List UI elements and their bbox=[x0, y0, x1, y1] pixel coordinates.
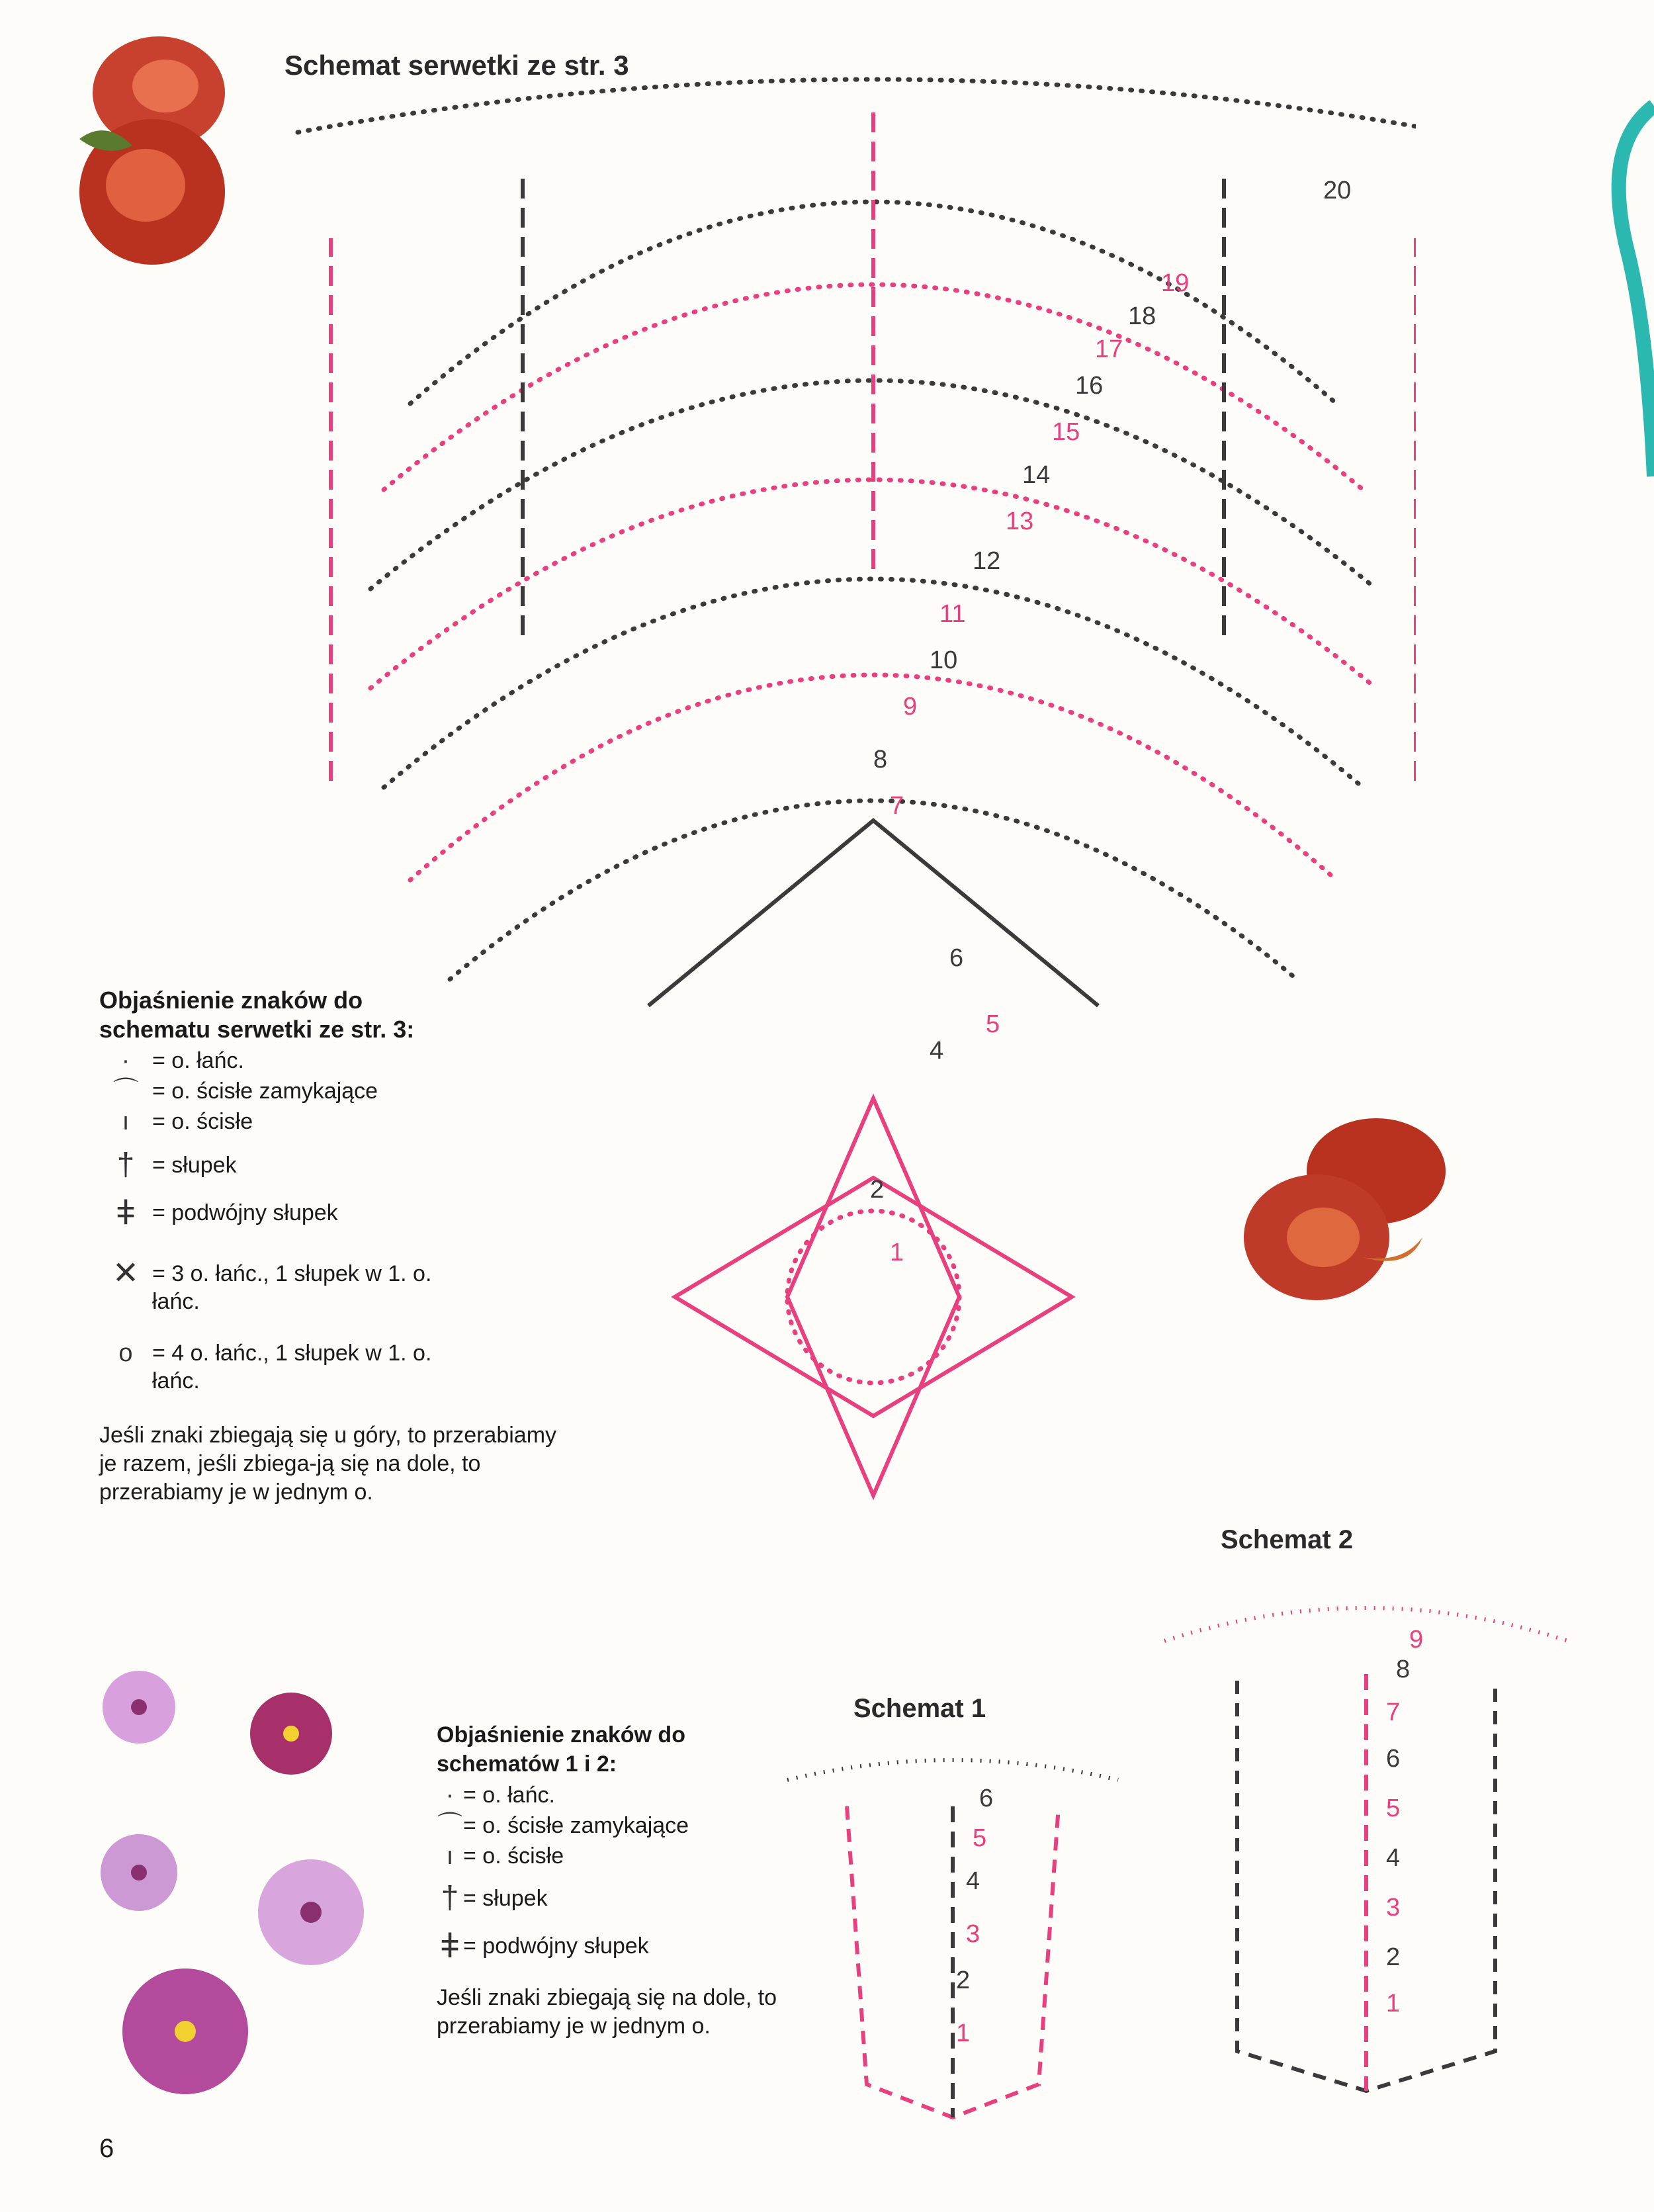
round-number-16: 16 bbox=[1075, 372, 1104, 400]
schemat1-title: Schemat 1 bbox=[853, 1694, 986, 1723]
round-number-10: 10 bbox=[930, 646, 958, 674]
round-number-11: 11 bbox=[939, 600, 966, 628]
round-number-15: 15 bbox=[1052, 418, 1080, 446]
slip-stitch-icon: ı bbox=[446, 1842, 454, 1870]
legend-schematy-item: ⌒ = o. ścisłe zamykające bbox=[437, 1812, 689, 1839]
slip-stitch-icon: ı bbox=[122, 1108, 130, 1135]
legend-schematy-title: Objaśnienie znaków do schematów 1 i 2: bbox=[437, 1722, 685, 1777]
round-number-17: 17 bbox=[1095, 335, 1123, 363]
round-number-18: 18 bbox=[1128, 302, 1156, 330]
legend-main-item: ⌒ = o. ścisłe zamykające bbox=[99, 1077, 470, 1105]
schemat2-round-7: 7 bbox=[1386, 1699, 1401, 1726]
schemat1-round-5: 5 bbox=[973, 1824, 987, 1852]
schemat1-round-1: 1 bbox=[956, 2019, 971, 2047]
schemat2-round-8: 8 bbox=[1396, 1656, 1411, 1683]
schemat1-round-2: 2 bbox=[956, 1967, 971, 1994]
chain-icon: · bbox=[445, 1781, 455, 1809]
round-number-4: 4 bbox=[930, 1037, 944, 1065]
rose-image-top bbox=[53, 20, 251, 271]
chart-star-motif bbox=[787, 1098, 959, 1495]
schemat2-round-6: 6 bbox=[1386, 1745, 1401, 1773]
chart-round-arc bbox=[450, 801, 1297, 979]
schemat2-round-3: 3 bbox=[1386, 1894, 1401, 1922]
schemat1-chart bbox=[767, 1740, 1138, 2137]
legend-main-item: ǂ = podwójny słupek bbox=[99, 1199, 470, 1227]
treble-crochet-icon: ǂ bbox=[115, 1194, 136, 1232]
legend-schematy bbox=[437, 1720, 781, 2041]
round-number-8: 8 bbox=[873, 746, 888, 774]
schemat2-arc bbox=[1164, 1608, 1568, 1641]
round-number-14: 14 bbox=[1022, 461, 1051, 489]
legend-main-note: Jeśli znaki zbiegają się u góry, to przerabiamy je razem, jeśli zbiega-ją się na dole, to przerabiamy je w jednym o. bbox=[99, 1423, 557, 1505]
round-number-7: 7 bbox=[890, 792, 904, 820]
schemat2-round-5: 5 bbox=[1386, 1794, 1401, 1822]
treble-crochet-icon: ǂ bbox=[439, 1927, 460, 1965]
round-number-20: 20 bbox=[1323, 177, 1352, 204]
double-crochet-icon: † bbox=[441, 1880, 459, 1916]
schemat2-round-1: 1 bbox=[1386, 1990, 1401, 2017]
chart-round-arc bbox=[410, 675, 1336, 880]
round-number-6: 6 bbox=[949, 944, 964, 972]
schemat2-round-9: 9 bbox=[1409, 1626, 1424, 1654]
page-number: 6 bbox=[99, 2134, 114, 2163]
round-number-19: 19 bbox=[1161, 269, 1190, 297]
schemat1-round-4: 4 bbox=[966, 1867, 980, 1895]
round-number-12: 12 bbox=[973, 547, 1001, 575]
main-chart-title: Schemat serwetki ze str. 3 bbox=[284, 50, 629, 81]
closing-slip-stitch-icon: ⌒ bbox=[437, 1812, 462, 1839]
chart-star-motif bbox=[675, 1178, 1072, 1416]
closing-slip-stitch-icon: ⌒ bbox=[112, 1077, 138, 1105]
cross-stitch-icon: ✕ bbox=[112, 1256, 140, 1291]
crochet-flowers-image bbox=[93, 1661, 397, 2098]
schemat2-chart bbox=[1125, 1588, 1608, 2117]
round-number-9: 9 bbox=[903, 693, 918, 721]
legend-main-item: † = słupek bbox=[99, 1151, 470, 1179]
chart-round-arc bbox=[298, 79, 1416, 132]
round-number-13: 13 bbox=[1006, 508, 1034, 535]
schemat1-round-3: 3 bbox=[966, 1920, 980, 1948]
round-number-5: 5 bbox=[986, 1010, 1000, 1038]
legend-schematy-item: · = o. łańc. bbox=[437, 1781, 781, 1809]
chain-icon: · bbox=[121, 1047, 130, 1075]
picot-icon: o bbox=[118, 1339, 133, 1367]
legend-schematy-item: ǂ = podwójny słupek bbox=[437, 1932, 781, 1960]
schemat2-round-4: 4 bbox=[1386, 1844, 1401, 1872]
legend-main-item: · = o. łańc. bbox=[99, 1047, 470, 1075]
schemat1-arc bbox=[787, 1760, 1118, 1780]
legend-schematy-item: ı = o. ścisłe bbox=[437, 1842, 781, 1870]
schemat2-round-2: 2 bbox=[1386, 1943, 1401, 1971]
legend-schematy-item: † = słupek bbox=[437, 1884, 781, 1912]
round-number-2: 2 bbox=[870, 1176, 885, 1204]
legend-main-item: o = 4 o. łańc., 1 słupek w 1. o. łańc. bbox=[99, 1339, 470, 1395]
ribbon-decoration bbox=[1588, 99, 1654, 496]
legend-main-title: Objaśnienie znaków do schematu serwetki ze str. 3: bbox=[99, 987, 415, 1043]
legend-schematy-note: Jeśli znaki zbiegają się na dole, to przerabiamy je w jednym o. bbox=[437, 1985, 777, 2039]
double-crochet-icon: † bbox=[116, 1147, 135, 1182]
legend-main-item: ı = o. ścisłe bbox=[99, 1108, 470, 1135]
legend-main-item: ✕ = 3 o. łańc., 1 słupek w 1. o. łańc. bbox=[99, 1260, 470, 1315]
round-number-1: 1 bbox=[890, 1239, 904, 1266]
legend-main-chart bbox=[99, 986, 557, 1507]
chart-fan-motif bbox=[648, 820, 1098, 1006]
schemat1-round-6: 6 bbox=[979, 1785, 994, 1812]
schemat2-title: Schemat 2 bbox=[1221, 1525, 1354, 1554]
